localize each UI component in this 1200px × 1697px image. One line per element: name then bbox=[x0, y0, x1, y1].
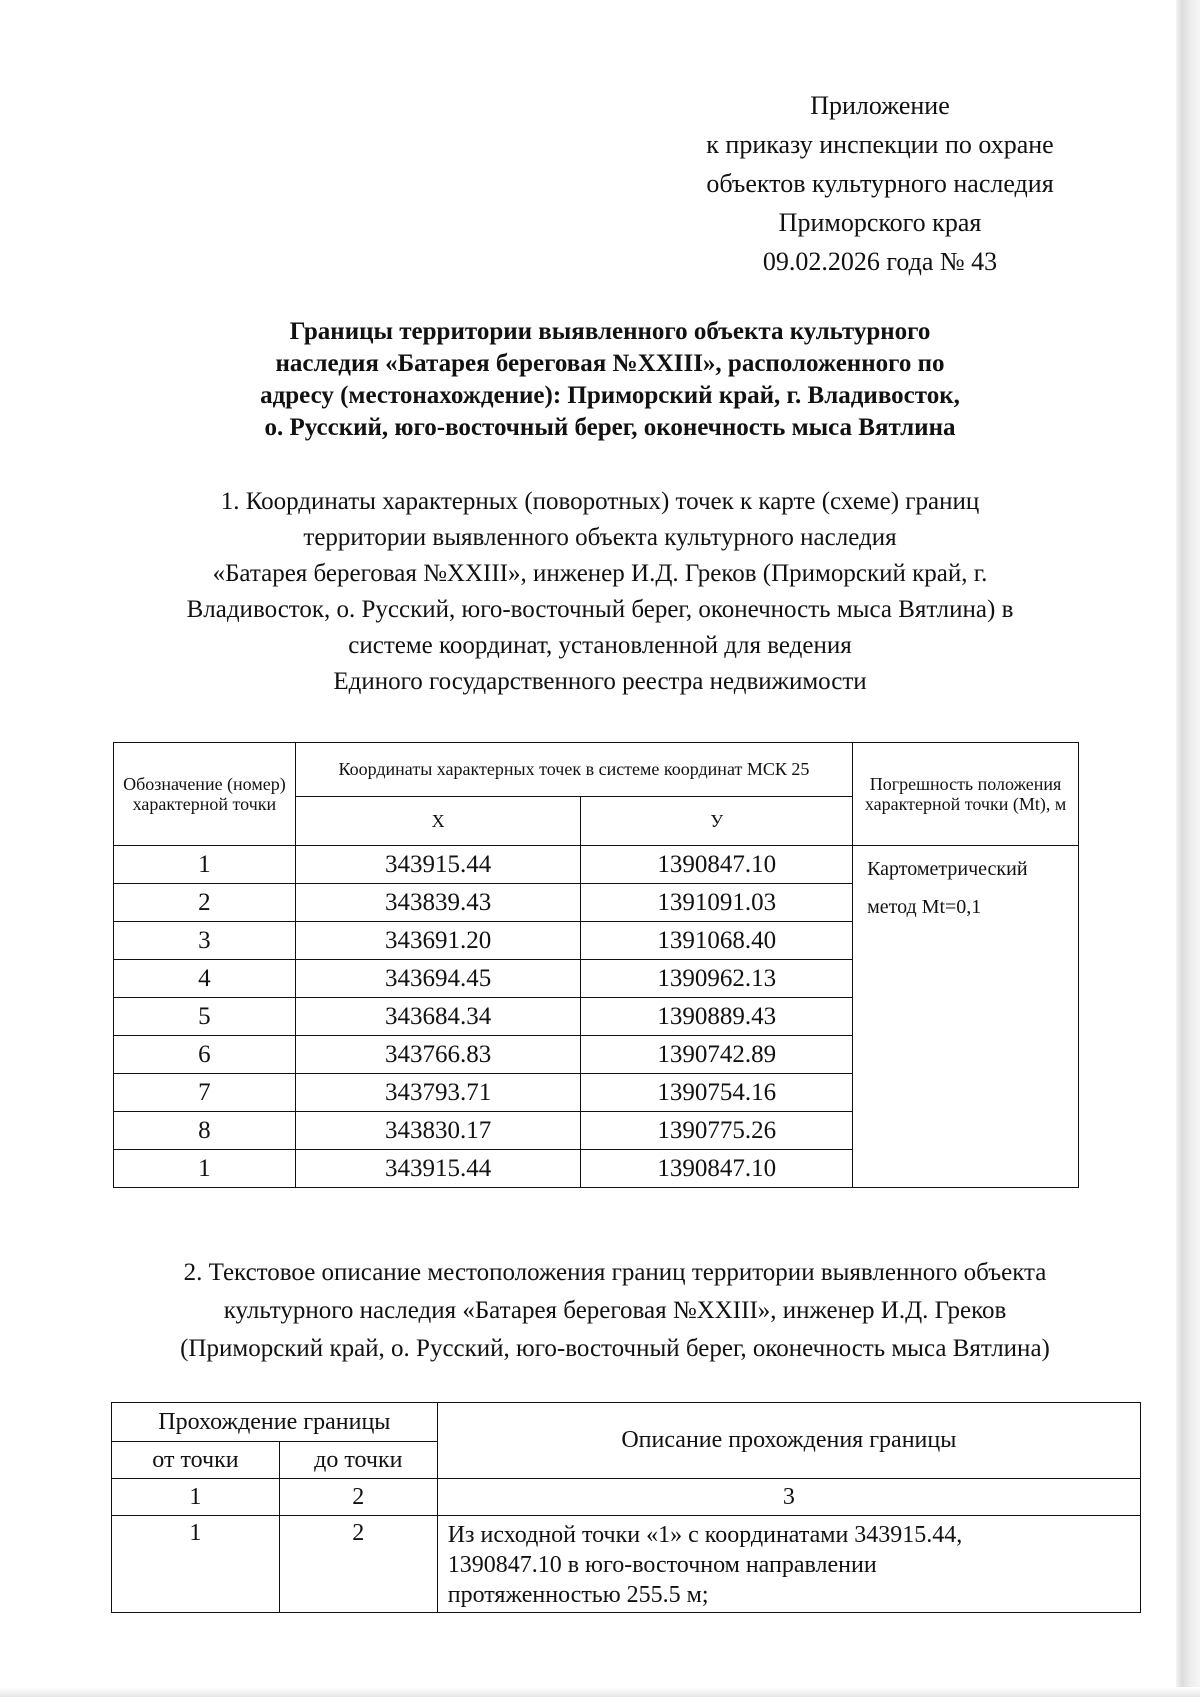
header-description: Описание прохождения границы bbox=[437, 1403, 1140, 1479]
point-cell: 3 bbox=[114, 922, 296, 960]
section-2-line: (Приморский край, о. Русский, юго-восточный берег, оконечность мыса Вятлина) bbox=[180, 1335, 1050, 1362]
accuracy-method: Картометрический bbox=[867, 858, 1028, 880]
point-cell: 8 bbox=[114, 1112, 296, 1150]
x-cell: 343684.34 bbox=[295, 998, 581, 1036]
section-2-line: культурного наследия «Батарея береговая №XXIII», инженер И.Д. Греков bbox=[223, 1297, 1007, 1324]
description-cell bbox=[437, 1516, 1140, 1613]
section-1-line: Единого государственного реестра недвижимости bbox=[333, 668, 867, 695]
header-from-point: от точки bbox=[112, 1442, 280, 1479]
x-cell: 343766.83 bbox=[295, 1036, 581, 1074]
point-cell: 6 bbox=[114, 1036, 296, 1074]
title-line: наследия «Батарея береговая №XXIII», расположенного по bbox=[275, 350, 945, 377]
point-cell: 7 bbox=[114, 1074, 296, 1112]
x-cell: 343691.20 bbox=[295, 922, 581, 960]
y-cell: 1391068.40 bbox=[581, 922, 853, 960]
appendix-header bbox=[620, 86, 1140, 281]
section-1-line: «Батарея береговая №XXIII», инженер И.Д. Греков (Приморский край, г. bbox=[212, 560, 988, 587]
scan-page-bottom bbox=[0, 1687, 1200, 1697]
document-title bbox=[180, 316, 1040, 444]
header-passage: Прохождение границы bbox=[112, 1403, 438, 1442]
appendix-line: к приказу инспекции по охране bbox=[706, 130, 1054, 159]
point-cell: 4 bbox=[114, 960, 296, 998]
x-cell: 343694.45 bbox=[295, 960, 581, 998]
coordinates-table bbox=[113, 742, 1079, 1188]
scan-page-edge bbox=[1176, 0, 1200, 1697]
section-1-heading bbox=[110, 484, 1090, 700]
title-line: адресу (местонахождение): Приморский край, г. Владивосток, bbox=[260, 382, 960, 409]
boundary-passage-table bbox=[111, 1402, 1141, 1613]
y-cell: 1390847.10 bbox=[581, 1150, 853, 1188]
x-cell: 343830.17 bbox=[295, 1112, 581, 1150]
section-2-heading bbox=[120, 1254, 1110, 1368]
section-1-line: территории выявленного объекта культурного наследия bbox=[303, 524, 897, 551]
to-point-cell: 2 bbox=[279, 1516, 437, 1613]
y-cell: 1391091.03 bbox=[581, 884, 853, 922]
x-cell: 343915.44 bbox=[295, 846, 581, 884]
table-row bbox=[114, 846, 1079, 884]
point-cell: 1 bbox=[114, 846, 296, 884]
description-line: Из исходной точки «1» с координатами 343915.44, bbox=[447, 1522, 963, 1548]
appendix-line: объектов культурного наследия bbox=[706, 169, 1054, 198]
header-to-point: до точки bbox=[279, 1442, 437, 1479]
y-cell: 1390962.13 bbox=[581, 960, 853, 998]
description-line: протяженностью 255.5 м; bbox=[447, 1582, 709, 1608]
index-cell: 2 bbox=[279, 1479, 437, 1516]
point-cell: 2 bbox=[114, 884, 296, 922]
header-point-designation: Обозначение (номер) характерной точки bbox=[114, 743, 296, 846]
accuracy-cell bbox=[853, 846, 1079, 1188]
section-1-line: 1. Координаты характерных (поворотных) точек к карте (схеме) границ bbox=[220, 488, 980, 515]
x-cell: 343915.44 bbox=[295, 1150, 581, 1188]
y-cell: 1390775.26 bbox=[581, 1112, 853, 1150]
header-x: X bbox=[295, 796, 581, 845]
table-row bbox=[112, 1516, 1141, 1613]
y-cell: 1390847.10 bbox=[581, 846, 853, 884]
title-line: Границы территории выявленного объекта культурного bbox=[289, 318, 931, 345]
header-coordinates: Координаты характерных точек в системе координат МСК 25 bbox=[295, 743, 852, 797]
index-cell: 1 bbox=[112, 1479, 280, 1516]
point-cell: 1 bbox=[114, 1150, 296, 1188]
title-line: о. Русский, юго-восточный берег, оконечность мыса Вятлина bbox=[264, 414, 956, 441]
y-cell: 1390742.89 bbox=[581, 1036, 853, 1074]
point-cell: 5 bbox=[114, 998, 296, 1036]
x-cell: 343793.71 bbox=[295, 1074, 581, 1112]
section-1-line: Владивосток, о. Русский, юго-восточный берег, оконечность мыса Вятлина) в bbox=[186, 596, 1014, 623]
index-row bbox=[112, 1479, 1141, 1516]
from-point-cell: 1 bbox=[112, 1516, 280, 1613]
appendix-line: Приморского края bbox=[778, 208, 982, 237]
y-cell: 1390889.43 bbox=[581, 998, 853, 1036]
accuracy-value: метод Mt=0,1 bbox=[867, 896, 982, 918]
appendix-date-line: 09.02.2026 года № 43 bbox=[762, 247, 998, 276]
x-cell: 343839.43 bbox=[295, 884, 581, 922]
header-y: У bbox=[581, 796, 853, 845]
y-cell: 1390754.16 bbox=[581, 1074, 853, 1112]
appendix-line: Приложение bbox=[810, 91, 950, 120]
section-1-line: системе координат, установленной для ведения bbox=[348, 632, 852, 659]
header-accuracy: Погрешность положения характерной точки (Mt), м bbox=[853, 743, 1079, 846]
description-line: 1390847.10 в юго-восточном направлении bbox=[447, 1552, 877, 1578]
index-cell: 3 bbox=[437, 1479, 1140, 1516]
section-2-line: 2. Текстовое описание местоположения границ территории выявленного объекта bbox=[183, 1259, 1047, 1286]
